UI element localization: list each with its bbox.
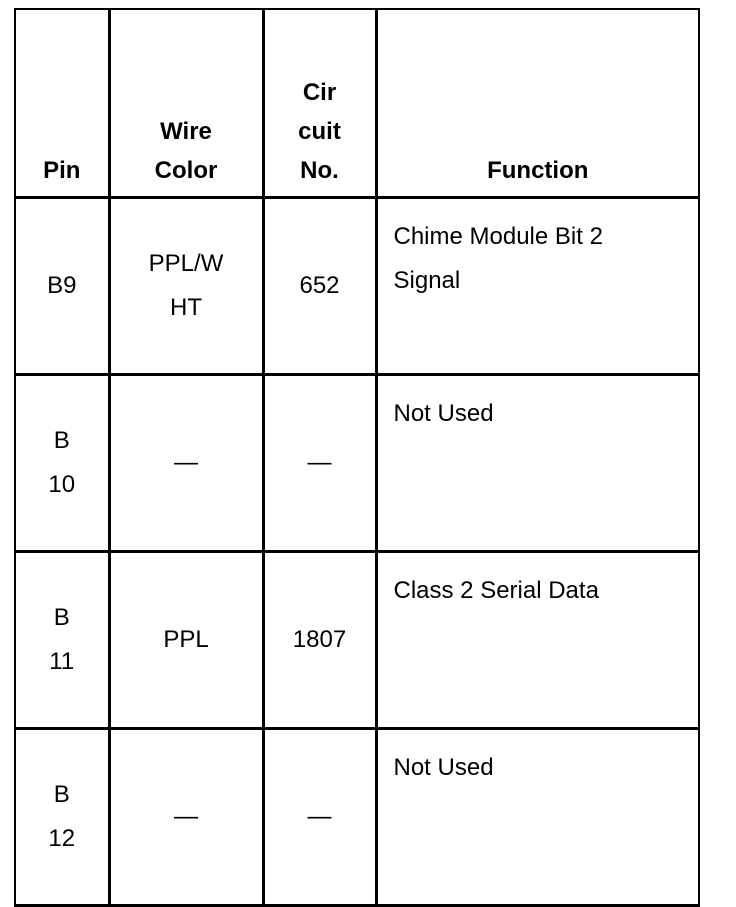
wire-color-cell: [109, 375, 263, 552]
header-circuit-line-1: Cir: [302, 79, 337, 106]
wire-color-line-1: PPL/W: [148, 250, 224, 277]
header-pin: [15, 9, 109, 198]
header-row: [15, 9, 699, 198]
pin-line-2: 12: [48, 825, 76, 852]
wire-color-cell: [109, 729, 263, 906]
header-wire-color-line-2: Color: [154, 157, 218, 184]
pin-line-1: B: [53, 781, 70, 808]
wire-color-cell: [109, 198, 263, 375]
pin-text: B9: [47, 272, 77, 299]
wire-color-line-2: HT: [170, 294, 202, 321]
function-line-2: Signal: [393, 267, 461, 294]
circuit-number-cell: —: [263, 375, 376, 552]
table-row: [15, 552, 699, 729]
function-line-1: Class 2 Serial Data: [393, 577, 599, 604]
header-function: [376, 9, 699, 198]
table-row: [15, 198, 699, 375]
header-circuit-number: [263, 9, 376, 198]
function-line-1: Not Used: [393, 754, 494, 781]
function-cell: [376, 552, 699, 729]
wire-color-text: —: [174, 803, 198, 830]
wire-color-text: —: [174, 449, 198, 476]
pin-cell: [15, 375, 109, 552]
function-cell: [376, 729, 699, 906]
function-cell: [376, 198, 699, 375]
table-row: [15, 375, 699, 552]
circuit-number-cell: 1807: [263, 552, 376, 729]
pin-cell: [15, 729, 109, 906]
pin-line-2: 11: [49, 648, 75, 675]
header-wire-color-line-1: Wire: [160, 118, 212, 145]
pin-cell: [15, 552, 109, 729]
header-pin-text: Pin: [43, 157, 81, 184]
pin-line-2: 10: [48, 471, 76, 498]
circuit-number-cell: —: [263, 729, 376, 906]
function-line-1: Chime Module Bit 2: [393, 223, 603, 250]
header-circuit-line-2: cuit: [298, 118, 341, 145]
header-circuit-line-3: No.: [300, 157, 339, 184]
header-function-text: Function: [487, 157, 589, 184]
header-wire-color: [109, 9, 263, 198]
function-cell: [376, 375, 699, 552]
pin-line-1: B: [53, 427, 70, 454]
pin-cell: [15, 198, 109, 375]
pin-line-1: B: [53, 604, 70, 631]
wire-color-cell: [109, 552, 263, 729]
circuit-number-cell: 652: [263, 198, 376, 375]
function-line-1: Not Used: [393, 400, 494, 427]
wire-color-text: PPL: [163, 626, 209, 653]
table-row: [15, 729, 699, 906]
connector-pin-table: [14, 8, 700, 907]
